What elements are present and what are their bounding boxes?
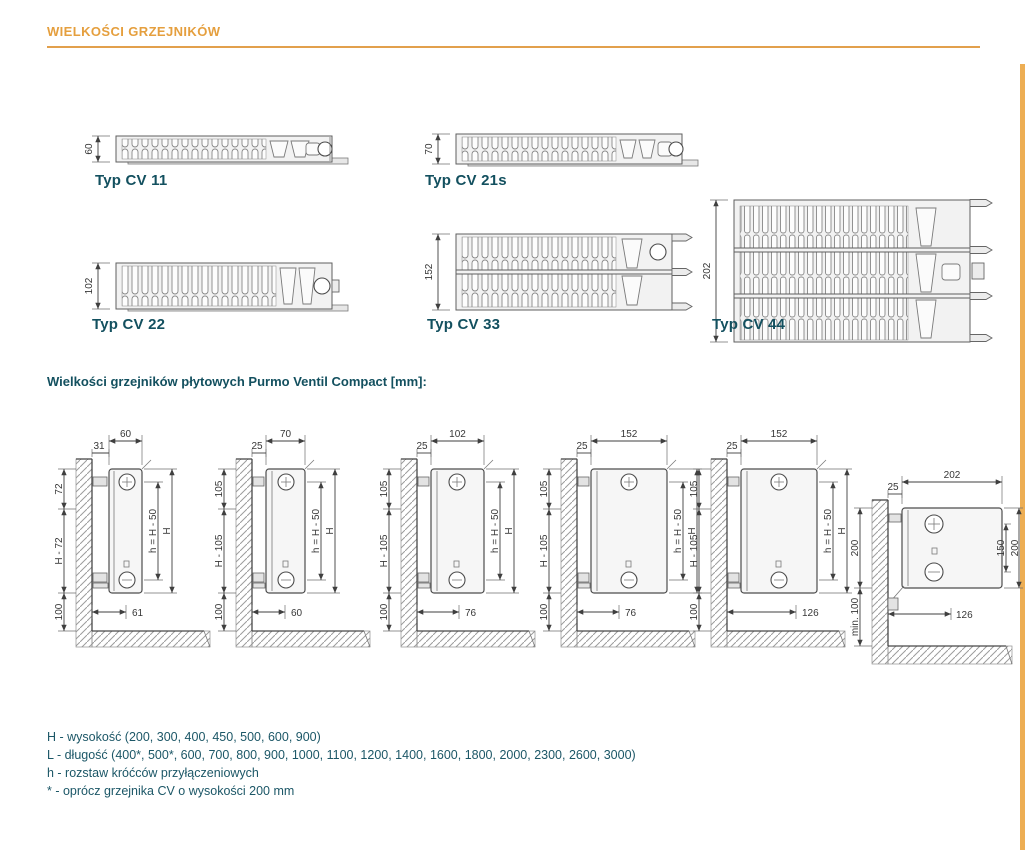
cv22-cross-section	[80, 255, 360, 317]
dim-pipe-spacing: 150	[996, 539, 1007, 557]
legend-height: H - wysokość (200, 300, 400, 450, 500, 600, 900)	[47, 730, 321, 744]
side-view-cv11	[52, 425, 222, 675]
dim-lower: 100	[689, 603, 700, 621]
dim-top-width: 60	[119, 429, 132, 440]
dim-top-width: 102	[449, 429, 466, 440]
cv22-label: Typ CV 22	[92, 316, 166, 333]
legend-length: L - długość (400*, 500*, 600, 700, 800, 900, 1000, 1100, 1200, 1400, 1600, 1800, 2000, 2300, 2600, 3000)	[47, 748, 636, 762]
dim-middle: H - 105	[689, 534, 700, 568]
dim-upper: 105	[539, 480, 550, 498]
dim-depth: 202	[702, 262, 713, 280]
dim-top-width: 152	[620, 429, 638, 440]
dim-bottom-width: 126	[802, 608, 819, 619]
legend-pipe-spacing: h - rozstaw króćców przyłączeniowych	[47, 766, 259, 780]
dim-floor-clearance: min. 100	[850, 597, 861, 637]
dim-height: H	[687, 527, 698, 535]
side-view-cv33	[537, 425, 707, 675]
dim-upper: 105	[689, 480, 700, 498]
side-view-cv22	[377, 425, 547, 675]
dim-depth: 152	[424, 263, 435, 281]
dim-middle: H - 105	[379, 534, 390, 568]
cv11-label: Typ CV 11	[95, 172, 168, 189]
dim-upper: 105	[379, 480, 390, 498]
dim-bottom-width: 61	[132, 608, 144, 619]
dim-upper: 72	[54, 483, 65, 495]
cv11-cross-section	[80, 128, 360, 172]
dim-height: H	[504, 527, 515, 535]
right-accent-bar	[1020, 64, 1025, 850]
dim-middle: H - 105	[214, 534, 225, 568]
dim-lower: 100	[539, 603, 550, 621]
dim-top-width: 152	[770, 429, 788, 440]
legend-asterisk: * - oprócz grzejnika CV o wysokości 200 mm	[47, 784, 295, 798]
dim-depth: 102	[84, 277, 95, 295]
dim-bottom-width: 60	[291, 608, 303, 619]
dim-bottom-width: 76	[625, 608, 637, 619]
dim-wall-offset: 31	[93, 441, 105, 452]
dim-wall-offset: 25	[251, 441, 263, 452]
dim-wall-height: 200	[850, 539, 861, 557]
dim-lower: 100	[214, 603, 225, 621]
section-heading: Wielkości grzejników płytowych Purmo Ventil Compact [mm]:	[47, 374, 427, 389]
dim-top-width: 70	[279, 429, 292, 440]
dim-middle: H - 72	[54, 537, 65, 565]
dim-wall-offset: 25	[726, 441, 738, 452]
dim-height: H	[162, 527, 173, 535]
dim-pipe-spacing: h = H - 50	[490, 508, 501, 554]
dim-pipe-spacing: h = H - 50	[148, 508, 159, 554]
dim-pipe-spacing: h = H - 50	[673, 508, 684, 554]
dim-wall-offset: 25	[416, 441, 428, 452]
cv44-label: Typ CV 44	[712, 316, 786, 333]
dim-wall-offset: 25	[576, 441, 588, 452]
dim-upper: 105	[214, 480, 225, 498]
corner-mount-detail	[850, 468, 1025, 678]
dim-height: 200	[1010, 539, 1021, 557]
dim-pipe-spacing: h = H - 50	[823, 508, 834, 554]
cv21s-cross-section	[420, 126, 710, 176]
dim-height: H	[837, 527, 848, 535]
dim-height: H	[325, 527, 336, 535]
dim-lower: 100	[54, 603, 65, 621]
dim-wall-offset: 25	[887, 482, 899, 493]
dim-depth: 60	[84, 143, 95, 155]
dim-top-width: 202	[943, 470, 961, 481]
side-view-cv21s	[212, 425, 382, 675]
cv33-cross-section	[420, 226, 712, 320]
side-view-cv44	[687, 425, 857, 675]
page-title: WIELKOŚCI GRZEJNIKÓW	[47, 24, 221, 39]
dim-depth: 70	[424, 143, 435, 155]
cv21s-label: Typ CV 21s	[425, 172, 507, 189]
dim-bottom-width: 126	[956, 610, 973, 621]
dim-lower: 100	[379, 603, 390, 621]
cv33-label: Typ CV 33	[427, 316, 501, 333]
dim-pipe-spacing: h = H - 50	[311, 508, 322, 554]
dim-bottom-width: 76	[465, 608, 477, 619]
title-underline	[47, 46, 980, 48]
dim-middle: H - 105	[539, 534, 550, 568]
